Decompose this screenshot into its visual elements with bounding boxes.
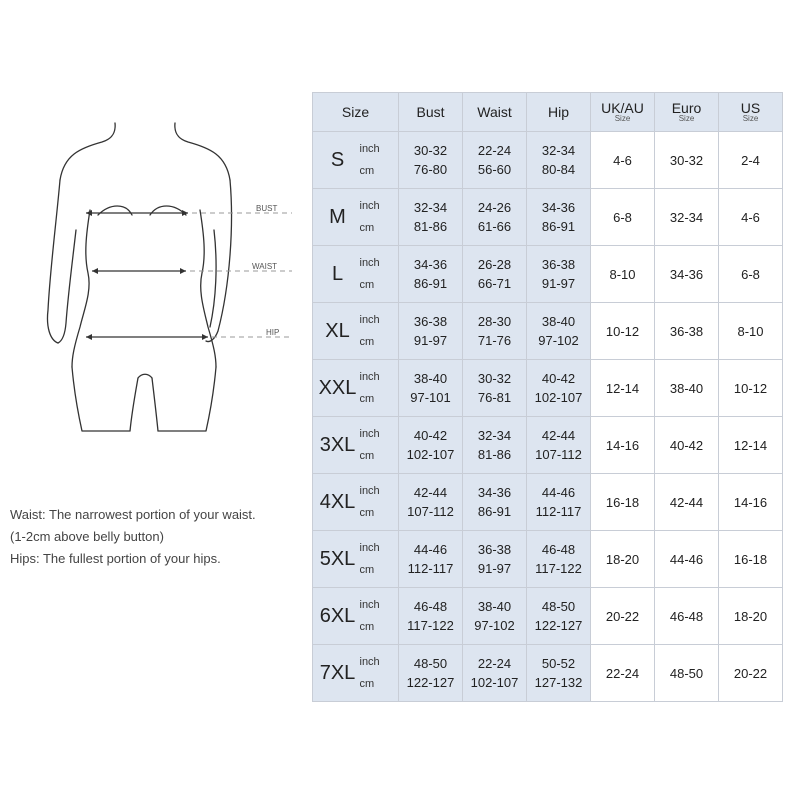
size-label: 7XL bbox=[319, 661, 356, 684]
size-label: XL bbox=[325, 319, 350, 342]
ukau-cell: 12-14 bbox=[591, 360, 655, 417]
waist-cell bbox=[463, 645, 527, 702]
hip-inch: 44-46 bbox=[541, 485, 576, 500]
size-cell bbox=[313, 588, 399, 645]
table-row bbox=[313, 360, 783, 417]
size-cell bbox=[313, 189, 399, 246]
waist-inch: 28-30 bbox=[477, 314, 512, 329]
bust-cell bbox=[399, 189, 463, 246]
waist-cell bbox=[463, 189, 527, 246]
bust-inch: 34-36 bbox=[413, 257, 448, 272]
euro-cell: 32-34 bbox=[655, 189, 719, 246]
table-row bbox=[313, 246, 783, 303]
waist-inch: 26-28 bbox=[477, 257, 512, 272]
size-label: L bbox=[331, 262, 344, 285]
unit-cm: cm bbox=[359, 621, 375, 633]
hip-inch: 48-50 bbox=[541, 599, 576, 614]
ukau-cell: 16-18 bbox=[591, 474, 655, 531]
waist-inch: 30-32 bbox=[477, 371, 512, 386]
bust-inch: 32-34 bbox=[413, 200, 448, 215]
bust-inch: 46-48 bbox=[413, 599, 448, 614]
waist-cm: 71-76 bbox=[477, 333, 512, 348]
hip-cm: 91-97 bbox=[541, 276, 576, 291]
euro-cell: 44-46 bbox=[655, 531, 719, 588]
unit-inch: inch bbox=[359, 200, 380, 212]
waist-cm: 102-107 bbox=[470, 675, 519, 690]
euro-cell: 38-40 bbox=[655, 360, 719, 417]
header-size: Size bbox=[313, 93, 399, 132]
size-label: XXL bbox=[318, 376, 357, 399]
header-euro: Euro Size bbox=[655, 93, 719, 132]
size-cell bbox=[313, 417, 399, 474]
waist-cell bbox=[463, 360, 527, 417]
waist-cm: 56-60 bbox=[477, 162, 512, 177]
waist-inch: 22-24 bbox=[477, 656, 512, 671]
unit-inch: inch bbox=[359, 314, 380, 326]
unit-inch: inch bbox=[359, 371, 380, 383]
waist-label: WAIST bbox=[252, 262, 278, 271]
waist-inch: 36-38 bbox=[477, 542, 512, 557]
waist-cell bbox=[463, 303, 527, 360]
hip-inch: 34-36 bbox=[541, 200, 576, 215]
hip-cell bbox=[527, 588, 591, 645]
bust-cm: 97-101 bbox=[410, 390, 451, 405]
hip-cell bbox=[527, 645, 591, 702]
hip-cm: 122-127 bbox=[534, 618, 583, 633]
bust-cell bbox=[399, 360, 463, 417]
bust-cm: 76-80 bbox=[413, 162, 448, 177]
unit-cm: cm bbox=[359, 336, 375, 348]
bust-cell bbox=[399, 531, 463, 588]
bust-cm: 91-97 bbox=[413, 333, 448, 348]
ukau-cell: 6-8 bbox=[591, 189, 655, 246]
waist-cell bbox=[463, 246, 527, 303]
size-cell bbox=[313, 303, 399, 360]
waist-cm: 86-91 bbox=[477, 504, 512, 519]
hip-inch: 40-42 bbox=[541, 371, 576, 386]
hip-cm: 80-84 bbox=[541, 162, 576, 177]
ukau-cell: 4-6 bbox=[591, 132, 655, 189]
waist-cell bbox=[463, 531, 527, 588]
euro-cell: 34-36 bbox=[655, 246, 719, 303]
hip-label: HIP bbox=[266, 328, 280, 337]
unit-inch: inch bbox=[359, 257, 380, 269]
measurement-notes bbox=[10, 504, 310, 570]
bust-cm: 117-122 bbox=[407, 618, 454, 633]
bust-cell bbox=[399, 474, 463, 531]
waist-inch: 22-24 bbox=[477, 143, 512, 158]
waist-inch: 34-36 bbox=[477, 485, 512, 500]
waist-cell bbox=[463, 474, 527, 531]
unit-cm: cm bbox=[359, 450, 375, 462]
us-cell: 8-10 bbox=[719, 303, 783, 360]
hip-cm: 107-112 bbox=[535, 447, 582, 462]
bust-cm: 102-107 bbox=[406, 447, 455, 462]
header-waist: Waist bbox=[463, 93, 527, 132]
size-label: S bbox=[330, 148, 345, 171]
ukau-cell: 18-20 bbox=[591, 531, 655, 588]
ukau-cell: 22-24 bbox=[591, 645, 655, 702]
unit-inch: inch bbox=[359, 542, 380, 554]
unit-cm: cm bbox=[359, 165, 375, 177]
size-cell bbox=[313, 360, 399, 417]
ukau-cell: 14-16 bbox=[591, 417, 655, 474]
unit-inch: inch bbox=[359, 485, 380, 497]
bust-inch: 38-40 bbox=[413, 371, 448, 386]
ukau-cell: 10-12 bbox=[591, 303, 655, 360]
size-label: M bbox=[329, 205, 346, 228]
bust-cm: 86-91 bbox=[413, 276, 448, 291]
hip-inch: 42-44 bbox=[541, 428, 576, 443]
hip-cell bbox=[527, 303, 591, 360]
unit-inch: inch bbox=[359, 599, 380, 611]
table-row bbox=[313, 474, 783, 531]
size-cell bbox=[313, 474, 399, 531]
waist-cm: 81-86 bbox=[477, 447, 512, 462]
table-row bbox=[313, 189, 783, 246]
hip-cm: 102-107 bbox=[534, 390, 583, 405]
unit-inch: inch bbox=[359, 428, 380, 440]
waist-cm: 91-97 bbox=[477, 561, 512, 576]
us-cell: 4-6 bbox=[719, 189, 783, 246]
unit-inch: inch bbox=[359, 656, 380, 668]
size-label: 6XL bbox=[319, 604, 356, 627]
hip-cm: 117-122 bbox=[535, 561, 582, 576]
us-cell: 10-12 bbox=[719, 360, 783, 417]
table-row bbox=[313, 588, 783, 645]
size-label: 4XL bbox=[319, 490, 356, 513]
header-bust: Bust bbox=[399, 93, 463, 132]
unit-cm: cm bbox=[359, 393, 375, 405]
size-cell bbox=[313, 531, 399, 588]
waist-cm: 76-81 bbox=[477, 390, 512, 405]
size-chart-table bbox=[312, 92, 783, 702]
us-cell: 20-22 bbox=[719, 645, 783, 702]
table-row bbox=[313, 645, 783, 702]
waist-cell bbox=[463, 417, 527, 474]
table-row bbox=[313, 531, 783, 588]
euro-cell: 42-44 bbox=[655, 474, 719, 531]
waist-note: Waist: The narrowest portion of your waist. bbox=[10, 507, 256, 522]
bust-inch: 30-32 bbox=[413, 143, 448, 158]
unit-inch: inch bbox=[359, 143, 380, 155]
bust-cell bbox=[399, 303, 463, 360]
us-cell: 18-20 bbox=[719, 588, 783, 645]
size-cell bbox=[313, 645, 399, 702]
size-cell bbox=[313, 132, 399, 189]
bust-cm: 122-127 bbox=[406, 675, 455, 690]
hip-cm: 86-91 bbox=[541, 219, 576, 234]
us-cell: 16-18 bbox=[719, 531, 783, 588]
hips-note: Hips: The fullest portion of your hips. bbox=[10, 551, 221, 566]
hip-inch: 38-40 bbox=[541, 314, 576, 329]
table-row bbox=[313, 303, 783, 360]
ukau-cell: 8-10 bbox=[591, 246, 655, 303]
unit-cm: cm bbox=[359, 678, 375, 690]
euro-cell: 36-38 bbox=[655, 303, 719, 360]
waist-note-detail: (1-2cm above belly button) bbox=[10, 529, 164, 544]
bust-cm: 81-86 bbox=[413, 219, 448, 234]
header-us: US Size bbox=[719, 93, 783, 132]
bust-cell bbox=[399, 417, 463, 474]
euro-cell: 46-48 bbox=[655, 588, 719, 645]
hip-inch: 36-38 bbox=[541, 257, 576, 272]
us-cell: 2-4 bbox=[719, 132, 783, 189]
table-row bbox=[313, 417, 783, 474]
table-row bbox=[313, 132, 783, 189]
waist-inch: 38-40 bbox=[477, 599, 512, 614]
hip-cell bbox=[527, 531, 591, 588]
table-header-row bbox=[313, 93, 783, 132]
waist-inch: 24-26 bbox=[477, 200, 512, 215]
unit-cm: cm bbox=[359, 564, 375, 576]
euro-cell: 48-50 bbox=[655, 645, 719, 702]
bust-cell bbox=[399, 645, 463, 702]
euro-cell: 40-42 bbox=[655, 417, 719, 474]
bust-inch: 44-46 bbox=[413, 542, 448, 557]
hip-cell bbox=[527, 474, 591, 531]
body-measurement-diagram bbox=[20, 95, 320, 455]
ukau-cell: 20-22 bbox=[591, 588, 655, 645]
bust-inch: 40-42 bbox=[413, 428, 448, 443]
unit-cm: cm bbox=[359, 507, 375, 519]
hip-inch: 50-52 bbox=[541, 656, 576, 671]
us-cell: 14-16 bbox=[719, 474, 783, 531]
hip-cell bbox=[527, 189, 591, 246]
size-label: 5XL bbox=[319, 547, 356, 570]
us-cell: 6-8 bbox=[719, 246, 783, 303]
hip-inch: 32-34 bbox=[541, 143, 576, 158]
waist-cell bbox=[463, 588, 527, 645]
hip-cm: 127-132 bbox=[534, 675, 583, 690]
bust-inch: 48-50 bbox=[413, 656, 448, 671]
hip-cell bbox=[527, 132, 591, 189]
bust-cm: 112-117 bbox=[407, 561, 454, 576]
waist-cm: 97-102 bbox=[474, 618, 515, 633]
us-cell: 12-14 bbox=[719, 417, 783, 474]
header-ukau: UK/AU Size bbox=[591, 93, 655, 132]
hip-cell bbox=[527, 360, 591, 417]
waist-cell bbox=[463, 132, 527, 189]
hip-cm: 97-102 bbox=[538, 333, 579, 348]
bust-inch: 42-44 bbox=[413, 485, 448, 500]
euro-cell: 30-32 bbox=[655, 132, 719, 189]
size-label: 3XL bbox=[319, 433, 356, 456]
bust-cell bbox=[399, 588, 463, 645]
bust-cell bbox=[399, 132, 463, 189]
waist-inch: 32-34 bbox=[477, 428, 512, 443]
header-hip: Hip bbox=[527, 93, 591, 132]
hip-cell bbox=[527, 417, 591, 474]
hip-inch: 46-48 bbox=[541, 542, 576, 557]
waist-cm: 66-71 bbox=[477, 276, 512, 291]
hip-cell bbox=[527, 246, 591, 303]
bust-cell bbox=[399, 246, 463, 303]
bust-inch: 36-38 bbox=[413, 314, 448, 329]
bust-cm: 107-112 bbox=[407, 504, 454, 519]
unit-cm: cm bbox=[359, 222, 375, 234]
size-cell bbox=[313, 246, 399, 303]
bust-label: BUST bbox=[256, 204, 278, 213]
waist-cm: 61-66 bbox=[477, 219, 512, 234]
unit-cm: cm bbox=[359, 279, 375, 291]
hip-cm: 112-117 bbox=[535, 504, 582, 519]
